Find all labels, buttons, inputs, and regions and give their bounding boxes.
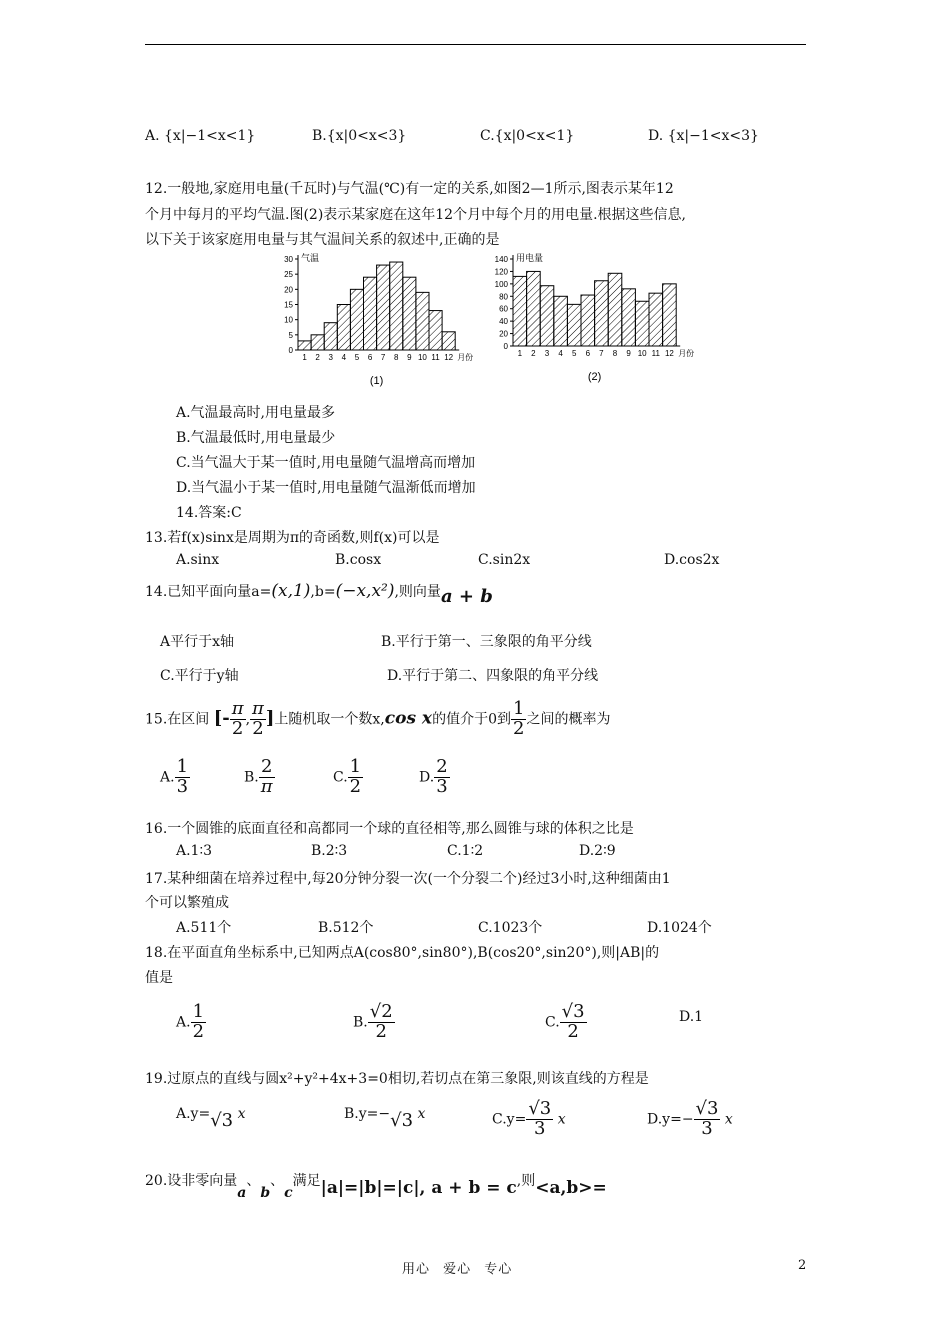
x-tick-label: 9 [626,349,631,358]
chart-electricity [493,250,708,390]
q16-option-a: A.1∶3 [176,843,213,859]
q12-option-d: D.当气温小于某一值时,用电量随气温渐低而增加 [176,480,476,496]
q14-vector-b: (−x,x²) [335,581,395,601]
q19-stem: 19.过原点的直线与圆x²+y²+4x+3=0相切,若切点在第三象限,则该直线的方程是 [145,1071,649,1087]
y-tick-label: 20 [284,285,293,295]
q20-vector-c: c [284,1185,293,1201]
q20-vector-a: a [237,1185,247,1201]
q14-stem [145,580,493,607]
q18-line-1: 18.在平面直角坐标系中,已知两点A(cos80°,sin80°),B(cos20°,sin20°),则|AB|的 [145,945,660,961]
q19-option-d: D.y=− $\frac{√3}{3}$ x [647,1098,733,1139]
x-tick-label: 6 [367,353,373,362]
y-tick-label: 30 [284,255,293,264]
y-tick-label: 10 [284,315,293,325]
q14-option-d: D.平行于第二、四象限的角平分线 [387,668,599,684]
bar-month-9 [622,289,636,346]
y-tick-label: 80 [499,292,508,302]
q11-option-c: C.{x|0<x<1} [480,128,575,144]
q14-option-b: B.平行于第一、三象限的角平分线 [381,634,592,650]
x-tick-label: 4 [558,349,563,358]
chart-caption: (1) [369,375,384,387]
q14-option-a: A平行于x轴 [160,634,235,650]
q15-option-c: C. $\frac{1}{2}$ [333,756,362,797]
q17-option-c: C.1023个 [478,920,543,936]
x-tick-label: 2 [315,353,320,362]
bar-month-11 [649,293,663,346]
q16-option-c: C.1∶2 [447,843,484,859]
q18-option-d: D.1 [679,1009,704,1025]
q12-option-a: A.气温最高时,用电量最多 [176,405,336,421]
q15-mid: 上随机取一个数x, [274,711,385,728]
q18-option-a: A. $\frac{1}{2}$ [176,1001,205,1042]
y-tick-label: 5 [288,330,293,340]
bar-month-12 [442,332,455,350]
y-tick-label: 25 [284,270,293,280]
y-tick-label: 100 [494,279,508,289]
y-tick-label: 0 [288,346,293,355]
q18-option-b: B. $\frac{√2}{2}$ [353,1001,393,1042]
q13-option-a: A.sinx [176,552,220,568]
bar-month-2 [311,335,324,350]
q14-vector-a: (x,1) [271,581,311,601]
q11-option-b: B.{x|0<x<3} [312,128,407,144]
q12-line-1: 12.一般地,家庭用电量(千瓦时)与气温(℃)有一定的关系,如图2—1所示,图表示某年12 [145,181,674,197]
q12-option-b: B.气温最低时,用电量最少 [176,430,336,446]
q13-option-c: C.sin2x [478,552,531,568]
x-axis-label: 月份 [678,349,695,358]
q13-option-d: D.cos2x [664,552,720,568]
q15-frac-pi2-a: $\frac{\pi}{2}$ [231,698,244,739]
bar-month-10 [635,301,649,346]
q17-option-d: D.1024个 [647,920,712,936]
y-tick-label: 0 [503,342,508,351]
q19-option-c: C.y= $\frac{√3}{3}$ x [492,1098,566,1139]
x-tick-label: 7 [380,353,386,362]
bar-month-2 [527,271,541,346]
q17-option-b: B.512个 [318,920,374,936]
bar-month-11 [429,311,442,350]
bar-month-8 [608,273,622,346]
q18-line-2: 值是 [145,970,173,986]
q12-line-3: 以下关于该家庭用电量与其气温间关系的叙述中,正确的是 [145,232,500,248]
q15-option-b: B. $\frac{2}{\pi}$ [244,756,273,797]
q15-stem: 15.在区间 [- $\frac{\pi}{2}$ , $\frac{\pi}{2}$ ]上随机取一个数x,cos x的值介于0到 $\frac{1}{2}$ 之间的概率为 [145,698,611,739]
q12-line-2: 个月中每月的平均气温.图(2)表示某家庭在这年12个月中每个月的用电量.根据这些信息, [145,207,686,223]
bar-month-1 [513,276,527,346]
bar-month-4 [554,296,568,346]
y-tick-label: 20 [499,329,508,339]
x-tick-label: 10 [637,349,647,358]
header-rule [145,44,806,45]
bar-month-12 [663,284,677,346]
chart-caption: (2) [587,371,602,383]
q20-condition: |a|=|b|=|c|, a + b = c [320,1178,517,1198]
x-tick-label: 9 [407,353,412,362]
q16-option-b: B.2∶3 [311,843,348,859]
x-tick-label: 11 [651,349,660,358]
bar-month-8 [390,262,403,350]
q12-option-c: C.当气温大于某一值时,用电量随气温增高而增加 [176,455,476,471]
page-number: 2 [798,1258,807,1273]
q11-option-d: D. {x|−1<x<3} [648,128,759,144]
y-tick-label: 120 [494,267,508,277]
x-tick-label: 3 [328,353,333,362]
bar-month-3 [540,286,554,346]
q19-option-a: A.y=√3 x [176,1106,246,1131]
footer-motto: 用心 爱心 专心 [402,1262,513,1277]
x-tick-label: 2 [531,349,536,358]
q15-option-a: A. $\frac{1}{3}$ [160,756,189,797]
x-tick-label: 10 [417,353,427,362]
q13-stem: 13.若f(x)sinx是周期为π的奇函数,则f(x)可以是 [145,530,440,546]
bar-month-3 [324,323,337,350]
x-tick-label: 4 [341,353,347,362]
q14-expr: a + b [440,586,493,607]
q19-option-b: B.y=−√3 x [344,1106,426,1131]
bar-month-6 [364,277,377,350]
q17-line-1: 17.某种细菌在培养过程中,每20分钟分裂一次(一个分裂二个)经过3小时,这种细菌由1 [145,871,671,887]
q20-angle: <a,b>= [535,1178,607,1198]
y-tick-label: 40 [499,317,508,327]
x-tick-label: 7 [599,349,604,358]
q15-frac-pi2-b: $\frac{\pi}{2}$ [252,698,264,739]
q18-option-c: C. $\frac{√3}{2}$ [545,1001,585,1042]
q15-post2: 之间的概率为 [526,711,611,728]
x-tick-label: 12 [444,353,454,362]
x-tick-label: 12 [664,349,674,358]
q15-option-d: D. $\frac{2}{3}$ [419,756,448,797]
y-tick-label: 60 [499,304,508,314]
chart-title: 气温 [301,253,320,263]
x-tick-label: 3 [544,349,550,358]
q15-interval-left: [- [213,707,230,729]
x-tick-label: 5 [354,353,360,362]
bar-month-9 [403,277,416,350]
q14-option-c: C.平行于y轴 [160,668,239,684]
x-tick-label: 5 [571,349,577,358]
bar-month-1 [298,341,311,350]
x-tick-label: 6 [585,349,591,358]
q20-vector-b: b [260,1185,271,1201]
q15-frac-half: $\frac{1}{2}$ [513,698,525,739]
bar-month-10 [416,292,429,350]
q15-cos: cos x [384,708,433,729]
chart-temperature [282,250,492,390]
x-tick-label: 8 [612,349,618,358]
bar-month-6 [581,295,595,346]
bar-month-7 [377,265,390,350]
x-axis-label: 月份 [457,353,474,362]
chart-title: 用电量 [516,253,544,263]
q15-post1: 的值介于0到 [432,711,511,728]
q13-option-b: B.cosx [335,552,382,568]
q11-option-a: A. {x|−1<x<1} [145,128,256,144]
x-tick-label: 1 [517,349,523,358]
q16-stem: 16.一个圆锥的底面直径和高都同一个球的直径相等,那么圆锥与球的体积之比是 [145,821,634,837]
bar-month-4 [337,305,350,351]
x-tick-label: 11 [431,353,440,362]
q20-stem: 20.设非零向量a、b、c满足|a|=|b|=|c|, a + b = c,则<a,b>= [145,1173,607,1201]
bar-month-5 [567,304,581,346]
x-tick-label: 8 [394,353,399,362]
q15-pre: 15.在区间 [145,711,210,728]
q17-line-2: 个可以繁殖成 [145,895,229,911]
y-tick-label: 140 [494,255,508,264]
bar-month-7 [595,281,609,346]
q16-option-d: D.2∶9 [579,843,616,859]
q12-answer: 14.答案:C [176,505,242,521]
q17-option-a: A.511个 [176,920,232,936]
y-tick-label: 15 [284,300,293,310]
q14-stem-pre: 14.已知平面向量a= [145,584,272,600]
q14-stem-post: ,则向量 [394,584,441,600]
bar-month-5 [350,289,363,350]
q14-stem-mid: ,b= [310,584,336,600]
x-tick-label: 1 [302,353,307,362]
